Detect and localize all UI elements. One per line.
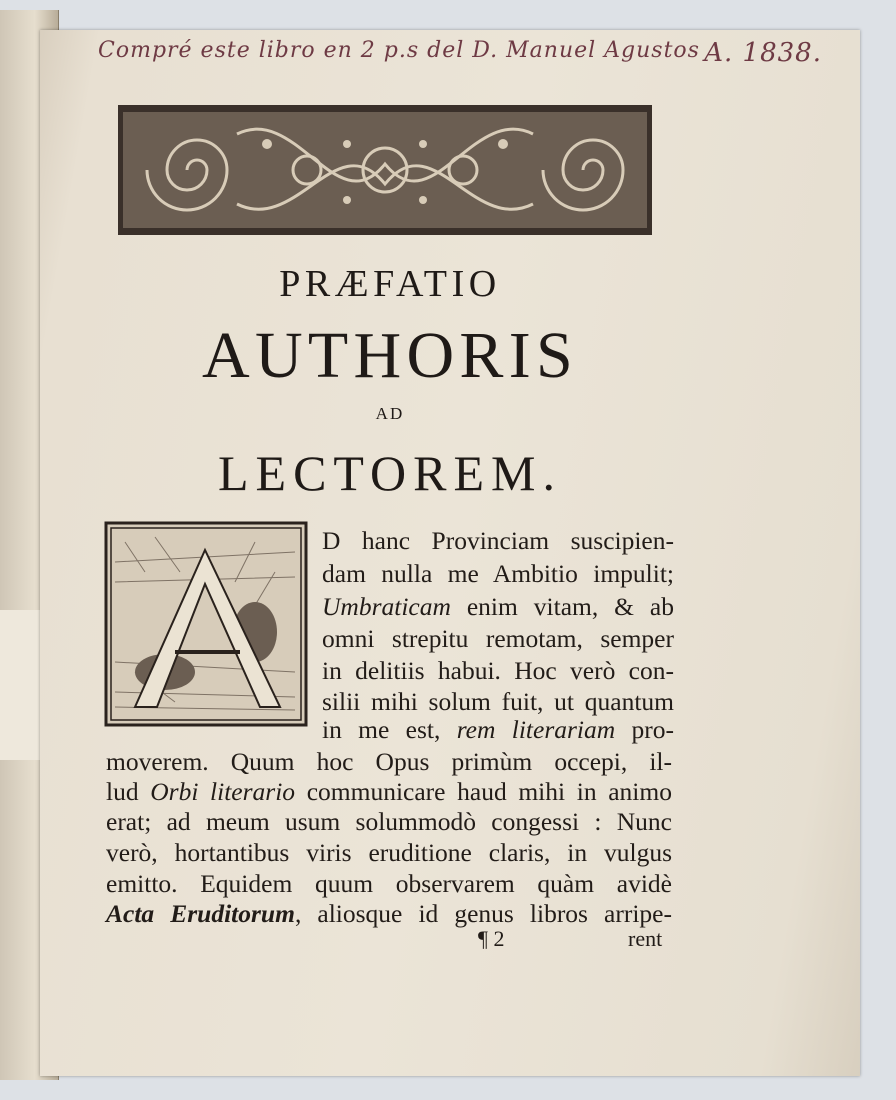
title-line-ad: AD	[375, 404, 405, 423]
text-span: lud	[106, 777, 151, 806]
text-span: enim vitam, & ab	[450, 592, 674, 621]
body-line	[322, 714, 674, 746]
catchword: rent	[628, 926, 663, 951]
inscription-text: Compré este libro en 2 p.s del D. Manuel Agustos	[98, 38, 700, 63]
italic-phrase: Acta Eruditorum	[106, 899, 295, 928]
body-line: erat; ad meum usum solummodò congessi : Nunc	[106, 807, 672, 836]
italic-word: Umbraticam	[322, 592, 451, 621]
decorated-initial-a	[105, 522, 307, 726]
body-line	[106, 898, 672, 930]
text-span: in me est,	[322, 715, 457, 744]
text-span: , aliosque id genus libros arripe-	[294, 899, 672, 928]
body-line: silii mihi solum fuit, ut quantum	[322, 687, 674, 716]
inscription-year: A. 1838.	[704, 38, 822, 68]
title-line-authoris: AUTHORIS	[202, 319, 578, 392]
text-span: communicare haud mihi in animo	[295, 777, 672, 806]
text-span: pro-	[615, 715, 674, 744]
italic-phrase: Orbi literario	[150, 777, 296, 806]
handwritten-inscription	[98, 38, 828, 68]
italic-phrase: rem literariam	[456, 715, 616, 744]
body-line: D hanc Provinciam suscipien-	[322, 526, 674, 555]
body-line: moverem. Quum hoc Opus primùm occepi, il-	[106, 747, 672, 776]
title-line-praefatio: PRÆFATIO	[279, 263, 501, 305]
body-line: verò, hortantibus viris eruditione claris, in vulgus	[106, 838, 672, 867]
signature-mark: ¶ 2	[478, 926, 505, 951]
woodcut-headpiece-ornament	[117, 104, 653, 236]
body-line: dam nulla me Ambitio impulit;	[322, 559, 674, 588]
body-line: emitto. Equidem quum observarem quàm avidè	[106, 869, 672, 898]
body-line	[106, 776, 672, 808]
body-line: omni strepitu remotam, semper	[322, 624, 674, 653]
body-line: in delitiis habui. Hoc verò con-	[322, 656, 674, 685]
body-line	[322, 591, 674, 623]
title-line-lectorem: LECTOREM.	[217, 445, 563, 501]
